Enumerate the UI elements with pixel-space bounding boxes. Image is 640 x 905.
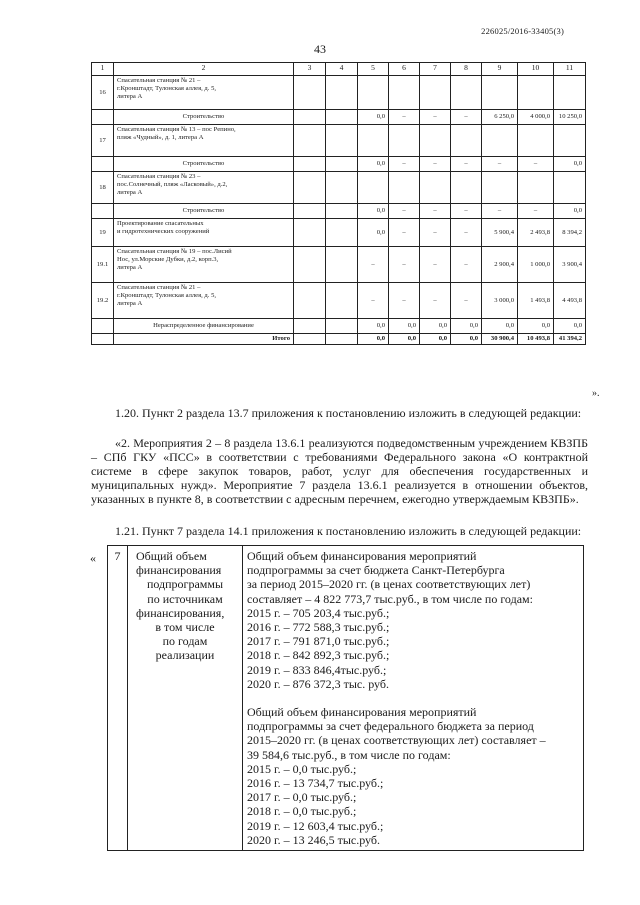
funding-line: 2015 г. – 705 203,4 тыс.руб.;: [247, 605, 390, 620]
table-row: [92, 283, 586, 319]
table-cell: 0,0: [554, 204, 586, 219]
row-description: Спасательная станция № 23 – пос.Солнечный, пляж «Ласковый», д.2, литера А: [114, 172, 294, 204]
table-cell: 0,0: [389, 319, 420, 334]
column-header: 11: [554, 63, 586, 76]
table-cell: –: [451, 204, 482, 219]
table-row: [92, 110, 586, 125]
table-cell: –: [389, 247, 420, 283]
funding-line: 2016 г. – 772 588,3 тыс.руб.;: [247, 620, 390, 635]
paragraph-quote: «2. Мероприятия 2 – 8 раздела 13.6.1 реализуются подведомственным учреждением КВЗПБ – СПб ГКУ «ПСС» в соответствии с требованиями Федерального закона «О контрактной системе в сфере закупок товаров, работ, услуг для обеспечения государственных и муниципальных нужд». Мероприятие 7 раздела 13.6.1 реализуется в отношении объектов, указанных в пункте 8, в соответствии с адресным перечнем, ежегодно утверждаемым КВЗПБ».: [91, 436, 588, 506]
table-cell: [294, 172, 326, 204]
table-cell: 10 250,0: [554, 110, 586, 125]
label-line: финансирования,: [136, 605, 225, 620]
table-cell: 0,0: [389, 334, 420, 345]
table-cell: 1 493,8: [518, 283, 554, 319]
spb-budget-block: [247, 549, 579, 691]
table-cell: [554, 76, 586, 110]
table-cell: 6 250,0: [482, 110, 518, 125]
item-label: [128, 546, 243, 851]
column-header: 3: [294, 63, 326, 76]
funding-line: 2019 г. – 833 846,4тыс.руб.;: [247, 662, 387, 677]
table-row: [92, 219, 586, 247]
table-row: [92, 247, 586, 283]
row-number: [92, 204, 114, 219]
row-description: Спасательная станция № 19 – пос.Лисий Нос, ул.Морские Дубки, д.2, корп.3, литера А: [114, 247, 294, 283]
column-header: 1: [92, 63, 114, 76]
funding-line: за период 2015–2020 гг. (в ценах соответствующих лет): [247, 577, 531, 592]
table-cell: [294, 76, 326, 110]
table-cell: [326, 125, 358, 157]
table-cell: –: [451, 110, 482, 125]
label-line: Общий объем: [136, 549, 207, 563]
table-cell: 3 900,4: [554, 247, 586, 283]
column-header: 6: [389, 63, 420, 76]
label-line: по годам: [162, 634, 208, 649]
table-cell: –: [518, 204, 554, 219]
funding-line: 39 584,6 тыс.руб., в том числе по годам:: [247, 747, 451, 762]
funding-line: 2017 г. – 0,0 тыс.руб.;: [247, 790, 357, 805]
table-cell: [420, 76, 451, 110]
table-cell: 0,0: [358, 334, 389, 345]
table-cell: –: [420, 204, 451, 219]
item-number: 7: [108, 546, 128, 851]
label-line: реализации: [155, 648, 215, 663]
document-id: 226025/2016-33405(3): [481, 26, 564, 36]
table-row: [92, 157, 586, 172]
table-cell: [389, 76, 420, 110]
table-row: [92, 125, 586, 157]
table-cell: 0,0: [358, 319, 389, 334]
row-number: [92, 157, 114, 172]
table-cell: 41 394,2: [554, 334, 586, 345]
table-cell: [451, 125, 482, 157]
table-cell: [294, 157, 326, 172]
table-row: [92, 172, 586, 204]
table-cell: [294, 319, 326, 334]
label-line: по источникам: [147, 591, 223, 606]
table-cell: [326, 172, 358, 204]
table-cell: [326, 76, 358, 110]
table-cell: [389, 125, 420, 157]
funding-line: 2017 г. – 791 871,0 тыс.руб.;: [247, 634, 390, 649]
table-cell: [518, 76, 554, 110]
table-cell: [294, 247, 326, 283]
table-cell: 4 000,0: [518, 110, 554, 125]
row-description: Спасательная станция № 21 – г.Кронштадт, Тулонская аллея, д. 5, литера А: [114, 76, 294, 110]
table-cell: [358, 125, 389, 157]
page-number: 43: [314, 42, 326, 56]
table-cell: [554, 172, 586, 204]
table-cell: [420, 172, 451, 204]
table-cell: [326, 283, 358, 319]
table-cell: –: [389, 219, 420, 247]
table-cell: [294, 125, 326, 157]
table-cell: [326, 157, 358, 172]
row-number: 16: [92, 76, 114, 110]
table-cell: 8 394,2: [554, 219, 586, 247]
federal-budget-block: [247, 705, 579, 847]
funding-line: 2020 г. – 13 246,5 тыс.руб.: [247, 832, 380, 847]
table-cell: –: [358, 247, 389, 283]
table-cell: 0,0: [358, 204, 389, 219]
table-cell: [326, 204, 358, 219]
table-cell: –: [420, 247, 451, 283]
table-cell: [451, 172, 482, 204]
table-cell: 0,0: [554, 157, 586, 172]
table-cell: 0,0: [518, 319, 554, 334]
funding-line: 2019 г. – 12 603,4 тыс.руб.;: [247, 818, 384, 833]
table-cell: –: [420, 110, 451, 125]
table-cell: –: [451, 157, 482, 172]
table-cell: [326, 334, 358, 345]
funding-line: 2016 г. – 13 734,7 тыс.руб.;: [247, 776, 384, 791]
table-closing-quote: ».: [592, 388, 600, 399]
table-cell: 30 900,4: [482, 334, 518, 345]
table-cell: [482, 76, 518, 110]
row-description: Строительство: [114, 204, 294, 219]
row-number: [92, 110, 114, 125]
row-description: Строительство: [114, 157, 294, 172]
table-cell: [451, 76, 482, 110]
table-cell: [294, 110, 326, 125]
column-header: 2: [114, 63, 294, 76]
row-description: Нераспределенное финансирование: [114, 319, 294, 334]
table-row: [92, 334, 586, 345]
table-cell: –: [451, 247, 482, 283]
item-description: [243, 546, 584, 851]
funding-line: Общий объем финансирования мероприятий: [247, 705, 477, 720]
table-cell: –: [389, 283, 420, 319]
table-cell: [420, 125, 451, 157]
table-cell: 10 493,8: [518, 334, 554, 345]
table-cell: 4 493,8: [554, 283, 586, 319]
table-cell: [294, 204, 326, 219]
column-header: 4: [326, 63, 358, 76]
table-cell: [294, 219, 326, 247]
column-header: 8: [451, 63, 482, 76]
funding-line: составляет – 4 822 773,7 тыс.руб., в том числе по годам:: [247, 591, 533, 606]
column-header: 10: [518, 63, 554, 76]
table-cell: 3 000,0: [482, 283, 518, 319]
table-cell: –: [389, 110, 420, 125]
funding-table: [91, 62, 586, 345]
table-header-row: [92, 63, 586, 76]
funding-line: 2018 г. – 0,0 тыс.руб.;: [247, 804, 357, 819]
table-cell: [482, 172, 518, 204]
table-cell: [518, 172, 554, 204]
label-line: финансирования: [136, 563, 222, 578]
table-cell: [326, 219, 358, 247]
table-cell: [554, 125, 586, 157]
table-cell: –: [518, 157, 554, 172]
table-cell: [326, 247, 358, 283]
table-cell: 0,0: [554, 319, 586, 334]
row-number: 19: [92, 219, 114, 247]
table-cell: [326, 110, 358, 125]
table-cell: 0,0: [451, 334, 482, 345]
row-description: Итого: [114, 334, 294, 345]
row-description: Проектирование спасательных и гидротехнических сооружений: [114, 219, 294, 247]
row-number: [92, 334, 114, 345]
label-line: подпрограммы: [146, 577, 224, 592]
row-number: 19.2: [92, 283, 114, 319]
table-cell: [294, 334, 326, 345]
row-description: Спасательная станция № 13 – пос Репино, пляж «Чудный», д. 1, литера А: [114, 125, 294, 157]
funding-line: 2020 г. – 876 372,3 тыс. руб.: [247, 676, 389, 691]
table-cell: 0,0: [358, 110, 389, 125]
paragraph-1-21: 1.21. Пункт 7 раздела 14.1 приложения к постановлению изложить в следующей редакции:: [115, 524, 582, 538]
funding-line: 2015–2020 гг. (в ценах соответствующих лет) составляет –: [247, 733, 546, 748]
funding-line: 2018 г. – 842 892,3 тыс.руб.;: [247, 648, 390, 663]
table-cell: 0,0: [482, 319, 518, 334]
item7-table: [107, 545, 584, 851]
funding-line: подпрограммы за счет бюджета Санкт-Петербурга: [247, 563, 505, 578]
table-cell: 0,0: [420, 334, 451, 345]
table-cell: 2 493,8: [518, 219, 554, 247]
table-cell: [482, 125, 518, 157]
table-row: [92, 204, 586, 219]
table-cell: 5 900,4: [482, 219, 518, 247]
table-cell: –: [420, 157, 451, 172]
column-header: 7: [420, 63, 451, 76]
table-cell: –: [482, 204, 518, 219]
table-cell: –: [451, 283, 482, 319]
paragraph-1-20: 1.20. Пункт 2 раздела 13.7 приложения к постановлению изложить в следующей редакции:: [115, 406, 582, 420]
label-line: в том числе: [155, 620, 215, 635]
funding-line: подпрограммы за счет федерального бюджета за период: [247, 719, 534, 734]
column-header: 5: [358, 63, 389, 76]
table-cell: [358, 76, 389, 110]
table-cell: –: [389, 157, 420, 172]
table-cell: –: [358, 283, 389, 319]
column-header: 9: [482, 63, 518, 76]
row-description: Спасательная станция № 21 – г.Кронштадт, Тулонская аллея, д. 5, литера А: [114, 283, 294, 319]
table-cell: 0,0: [451, 319, 482, 334]
table-cell: 0,0: [358, 219, 389, 247]
table-cell: [326, 319, 358, 334]
row-description: Строительство: [114, 110, 294, 125]
table-cell: –: [451, 219, 482, 247]
table-cell: 2 900,4: [482, 247, 518, 283]
table-row: [92, 76, 586, 110]
table-cell: –: [420, 219, 451, 247]
row-number: 18: [92, 172, 114, 204]
funding-line: 2015 г. – 0,0 тыс.руб.;: [247, 761, 357, 776]
table-cell: –: [389, 204, 420, 219]
row-number: 19.1: [92, 247, 114, 283]
table-cell: [518, 125, 554, 157]
table-cell: 0,0: [420, 319, 451, 334]
table-cell: –: [482, 157, 518, 172]
funding-line: Общий объем финансирования мероприятий: [247, 549, 477, 563]
table-cell: [358, 172, 389, 204]
table-cell: [389, 172, 420, 204]
table-cell: 1 000,0: [518, 247, 554, 283]
row-number: [92, 319, 114, 334]
table-cell: [294, 283, 326, 319]
table-row: [92, 319, 586, 334]
opening-quote: «: [90, 551, 96, 565]
row-number: 17: [92, 125, 114, 157]
table-cell: 0,0: [358, 157, 389, 172]
table-cell: –: [420, 283, 451, 319]
